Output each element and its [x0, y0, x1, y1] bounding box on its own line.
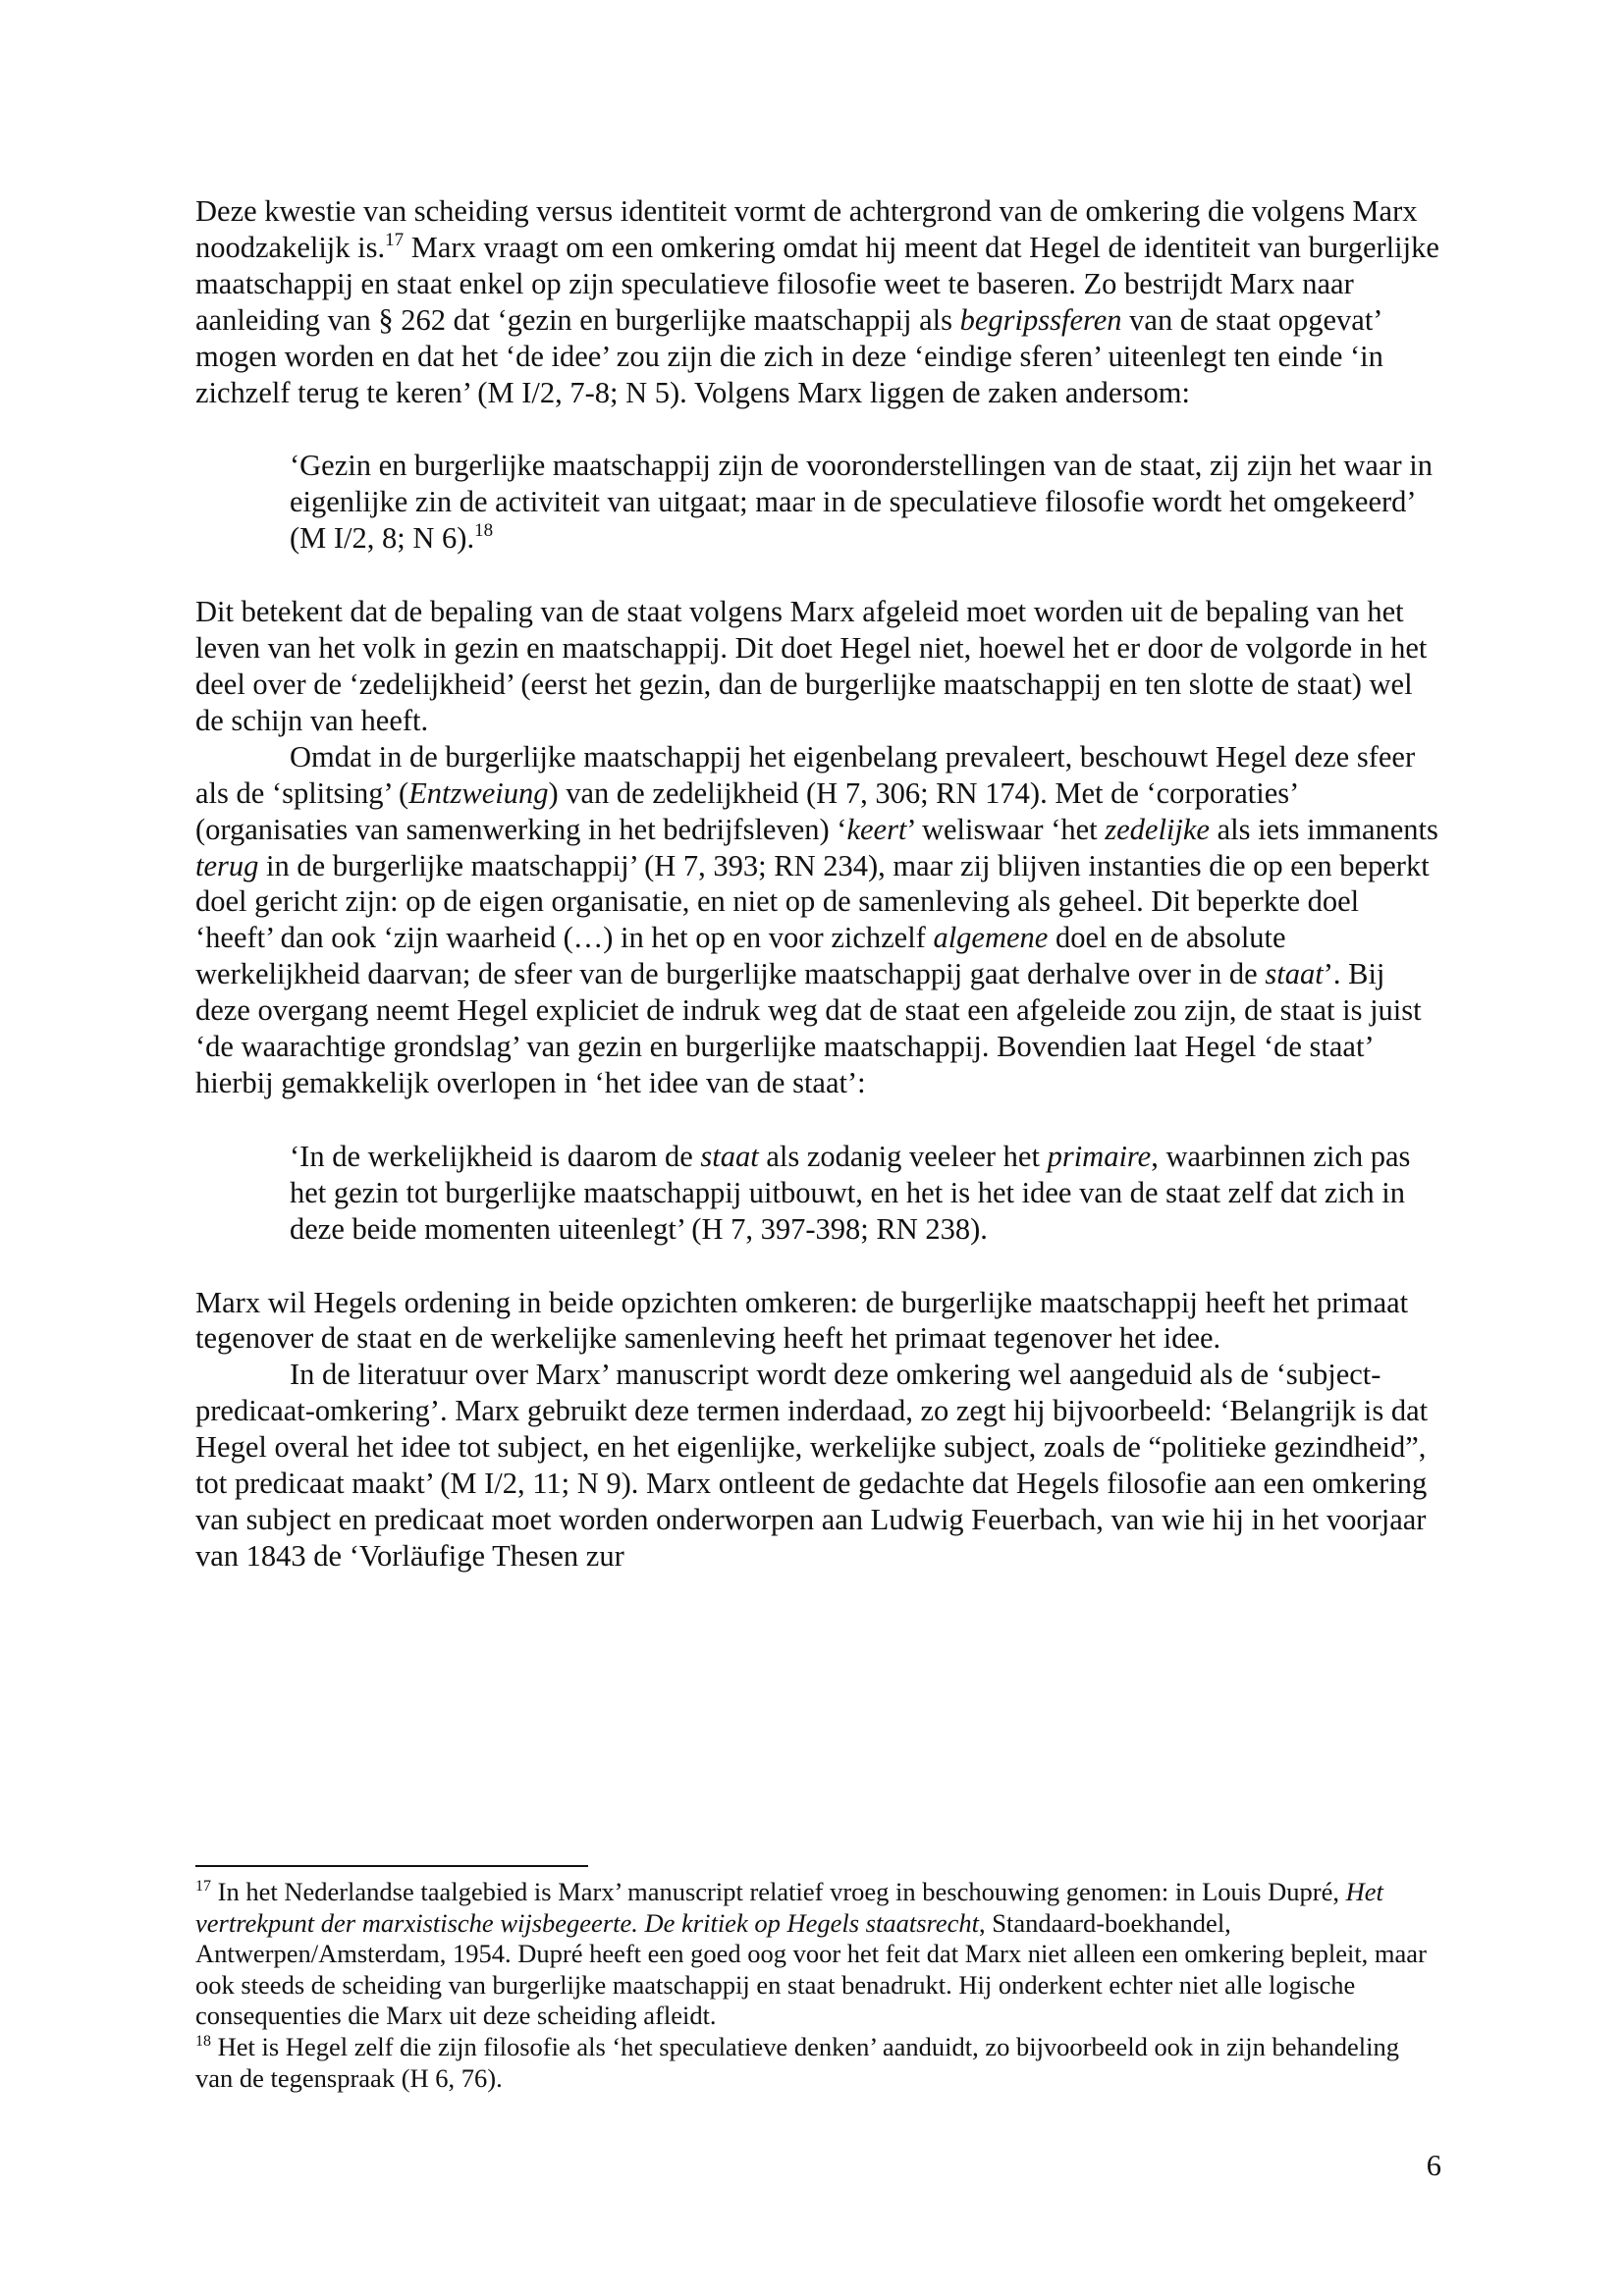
paragraph-1-text-a: Deze kwestie van scheiding versus identiteit vormt de achtergrond van de omkering die volgens Marx noodzakelijk is. — [195, 194, 1418, 264]
block-quote-2 — [290, 1139, 1440, 1248]
footnote-17-text-b: , Standaard-boekhandel, Antwerpen/Amsterdam, 1954. Dupré heeft een goed oog voor het feit dat Marx niet alleen een omkering bepleit, maar ook steeds de scheiding van burgerlijke maatschappij en staat benadrukt. Hij onderkent echter niet alle logische consequenties die Marx uit deze scheiding afleidt. — [195, 1907, 1427, 2031]
footnote-17-number: 17 — [195, 1878, 211, 1895]
block-quote-2-emphasis-staat: staat — [700, 1139, 759, 1173]
page-number: 6 — [1426, 2149, 1441, 2182]
paragraph-3-text-d: als iets immanents — [1209, 812, 1438, 846]
paragraph-3-text-c: ’ weliswaar ‘het — [906, 812, 1106, 846]
paragraph-3-text-e: in de burgerlijke maatschappij’ (H 7, 393; RN 234), maar zij blijven instanties die op een beperkt doel gericht zijn: op de eigen organisatie, en niet op de samenleving als geheel. Dit beperkte doel ‘heeft’ dan ook ‘zijn waarheid (…) in het op en voor zichzelf — [195, 848, 1430, 955]
footnote-separator — [195, 1865, 588, 1867]
paragraph-3-emphasis-keert: keert — [846, 812, 907, 846]
footnote-18-text: Het is Hegel zelf die zijn filosofie als ‘het speculatieve denken’ aanduidt, zo bijvoorbeeld ook in zijn behandeling van de tegenspraak (H 6, 76). — [195, 2031, 1400, 2093]
block-quote-1 — [290, 448, 1440, 557]
paragraph-1 — [195, 193, 1440, 410]
paragraph-3-emphasis-entzweiung: Entzweiung — [408, 775, 549, 810]
paragraph-3 — [195, 739, 1440, 1101]
block-quote-2-emphasis-primaire: primaire — [1047, 1139, 1152, 1173]
block-quote-2-text-c: , waarbinnen zich pas het gezin tot burgerlijke maatschappij uitbouwt, en het is het idee van de staat zelf dat zich in deze beide momenten uiteenlegt’ (H 7, 397-398; RN 238). — [290, 1139, 1411, 1246]
paragraph-3-emphasis-zedelijke: zedelijke — [1105, 812, 1210, 846]
footnotes — [195, 1877, 1440, 2094]
footnote-17-text-a: In het Nederlandse taalgebied is Marx’ manuscript relatief vroeg in beschouwing genomen: in Louis Dupré, — [211, 1877, 1346, 1906]
footnote-ref-17: 17 — [385, 229, 405, 250]
paragraph-3-text-b: ) van de zedelijkheid (H 7, 306; RN 174). Met de ‘corporaties’ (organisaties van samenwerking in het bedrijfsleven) ‘ — [195, 775, 1298, 846]
paragraph-3-text-a: Omdat in de burgerlijke maatschappij het eigenbelang prevaleert, beschouwt Hegel deze sfeer als de ‘splitsing’ ( — [195, 739, 1416, 810]
paragraph-3-text-g: ’. Bij deze overgang neemt Hegel expliciet de indruk weg dat de staat een afgeleide zou zijn, de staat is juist ‘de waarachtige grondslag’ van gezin en burgerlijke maatschappij. Bovendien laat Hegel ‘de staat’ hierbij gemakkelijk overlopen in ‘het idee van de staat’: — [195, 957, 1422, 1099]
paragraph-5: In de literatuur over Marx’ manuscript wordt deze omkering wel aangeduid als de ‘subject-predicaat-omkering’. Marx gebruikt deze termen inderdaad, zo zegt hij bijvoorbeeld: ‘Belangrijk is dat Hegel overal het idee tot subject, en het eigenlijke, werkelijke subject, zoals de “politieke gezindheid”, tot predicaat maakt’ (M I/2, 11; N 9). Marx ontleent de gedachte dat Hegels filosofie aan een omkering van subject en predicaat moet worden onderworpen aan Ludwig Feuerbach, van wie hij in het voorjaar van 1843 de ‘Vorläufige Thesen zur — [195, 1358, 1429, 1573]
block-quote-2-text-b: als zodanig veeleer het — [758, 1139, 1048, 1173]
block-quote-1-text: ‘Gezin en burgerlijke maatschappij zijn de vooronderstellingen van de staat, zij zijn het waar in eigenlijke zin de activiteit van uitgaat; maar in de speculatieve filosofie wordt het omgekeerd’ (M I/2, 8; N 6). — [290, 449, 1433, 556]
footnote-18-number: 18 — [195, 2032, 211, 2050]
footnote-17 — [195, 1877, 1440, 2032]
footnote-18 — [195, 2032, 1440, 2094]
block-quote-2-text-a: ‘In de werkelijkheid is daarom de — [290, 1139, 701, 1173]
paragraph-2: Dit betekent dat de bepaling van de staat volgens Marx afgeleid moet worden uit de bepaling van het leven van het volk in gezin en maatschappij. Dit doet Hegel niet, hoewel het er door de volgorde in het deel over de ‘zedelijkheid’ (eerst het gezin, dan de burgerlijke maatschappij en ten slotte de staat) wel de schijn van heeft. — [195, 595, 1428, 737]
paragraph-1-text-c: van de staat opgevat’ mogen worden en dat het ‘de idee’ zou zijn die zich in deze ‘eindige sferen’ uiteenlegt ten einde ‘in zichzelf terug te keren’ (M I/2, 7-8; N 5). Volgens Marx liggen de zaken andersom: — [195, 302, 1383, 409]
paragraph-1-text-b: Marx vraagt om een omkering omdat hij meent dat Hegel de identiteit van burgerlijke maatschappij en staat enkel op zijn speculatieve filosofie weet te baseren. Zo bestrijdt Marx naar aanleiding van § 262 dat ‘gezin en burgerlijke maatschappij als — [195, 230, 1439, 337]
body-text — [195, 193, 1440, 1575]
paragraph-3-text-f: doel en de absolute werkelijkheid daarvan; de sfeer van de burgerlijke maatschappij gaat derhalve over in de — [195, 921, 1286, 991]
paragraph-3-emphasis-algemene: algemene — [933, 921, 1049, 955]
paragraph-3-emphasis-staat: staat — [1265, 957, 1324, 991]
paragraph-3-emphasis-terug: terug — [195, 848, 259, 882]
paragraph-1-emphasis: begripssferen — [959, 302, 1122, 337]
footnote-ref-18: 18 — [474, 520, 494, 542]
paragraph-4: Marx wil Hegels ordening in beide opzichten omkeren: de burgerlijke maatschappij heeft het primaat tegenover de staat en de werkelijke samenleving heeft het primaat tegenover het idee. — [195, 1285, 1409, 1356]
footnote-17-book-title: Het vertrekpunt der marxistische wijsbegeerte. De kritiek op Hegels staatsrecht — [195, 1877, 1383, 1938]
